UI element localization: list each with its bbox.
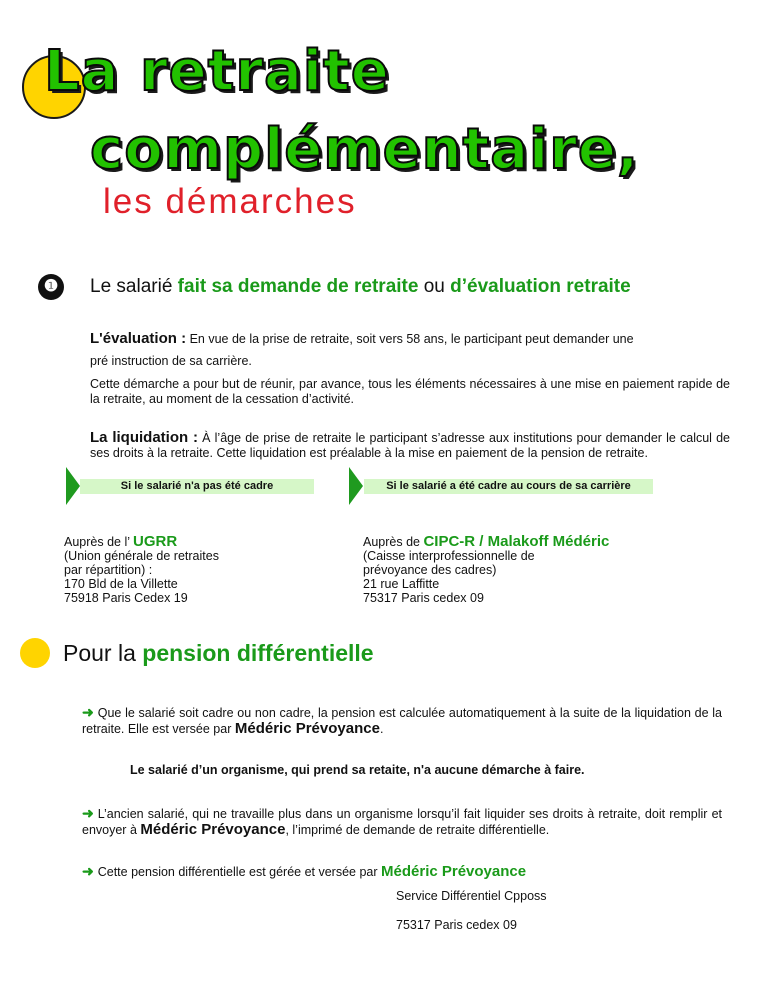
liquidation-paragraph: La liquidation : À l’âge de prise de retraite le participant s’adresse aux institutions pour demander le calcul de ses droits à la retraite. Cette liquidation est préalable à la mise en paiement de la pension de retraite. bbox=[90, 429, 731, 460]
pension-paragraph-3: ➜ Cette pension différentielle est gérée et versée par Médéric Prévoyance bbox=[82, 863, 527, 880]
evaluation-line-3: Cette démarche a pour but de réunir, par avance, tous les éléments nécessaires à une mise en paiement rapide de la retraite, au moment de la cessation d’activité. bbox=[90, 377, 730, 406]
pension-paragraph-1: ➜ Que le salarié soit cadre ou non cadre, la pension est calculée automatiquement à la suite de la liquidation de la retraite. Elle est versée par Médéric Prévoyance. bbox=[82, 704, 722, 737]
address-cipcr: Auprès de CIPC-R / Malakoff Médéric (Caisse interprofessionnelle de prévoyance des cadres) 21 rue Laffitte 75317 Paris cedex 09 bbox=[363, 533, 610, 605]
pension-paragraph-2: ➜ L’ancien salarié, qui ne travaille plus dans un organisme lorsqu’il fait liquider ses droits à retraite, doit remplir et envoyer à Médéric Prévoyance, l’imprimé de demande de retraite différentielle. bbox=[82, 805, 722, 838]
section2-heading: Pour la pension différentielle bbox=[63, 640, 374, 666]
right-arrow-icon: ➜ bbox=[82, 863, 94, 879]
title-line-2: complémentaire, bbox=[90, 117, 640, 182]
right-arrow-icon: ➜ bbox=[82, 805, 94, 821]
number-one-bullet-icon: ❶ bbox=[38, 274, 64, 300]
title-line-1: La retraite bbox=[44, 39, 390, 104]
case-cadre: Si le salarié a été cadre au cours de sa carrière bbox=[364, 479, 653, 494]
case-non-cadre: Si le salarié n'a pas été cadre bbox=[80, 479, 314, 494]
section1-lead: Le salarié fait sa demande de retraite ou d’évaluation retraite bbox=[90, 276, 631, 297]
no-action-note: Le salarié d’un organisme, qui prend sa retaite, n'a aucune démarche à faire. bbox=[130, 763, 585, 777]
service-name: Service Différentiel Cpposs bbox=[396, 889, 547, 903]
right-arrow-icon: ➜ bbox=[82, 704, 94, 720]
subtitle: les démarches bbox=[103, 182, 357, 221]
arrow-left-icon bbox=[66, 467, 80, 505]
address-ugrr: Auprès de l’ UGRR (Union générale de retraites par répartition) : 170 Bld de la Villette 75918 Paris Cedex 19 bbox=[64, 533, 219, 605]
yellow-circle-bullet-icon bbox=[20, 638, 50, 668]
service-address: 75317 Paris cedex 09 bbox=[396, 918, 517, 932]
arrow-right-icon bbox=[349, 467, 363, 505]
evaluation-line-2: pré instruction de sa carrière. bbox=[90, 354, 252, 368]
evaluation-line-1: L'évaluation : En vue de la prise de retraite, soit vers 58 ans, le participant peut demander une bbox=[90, 330, 634, 347]
